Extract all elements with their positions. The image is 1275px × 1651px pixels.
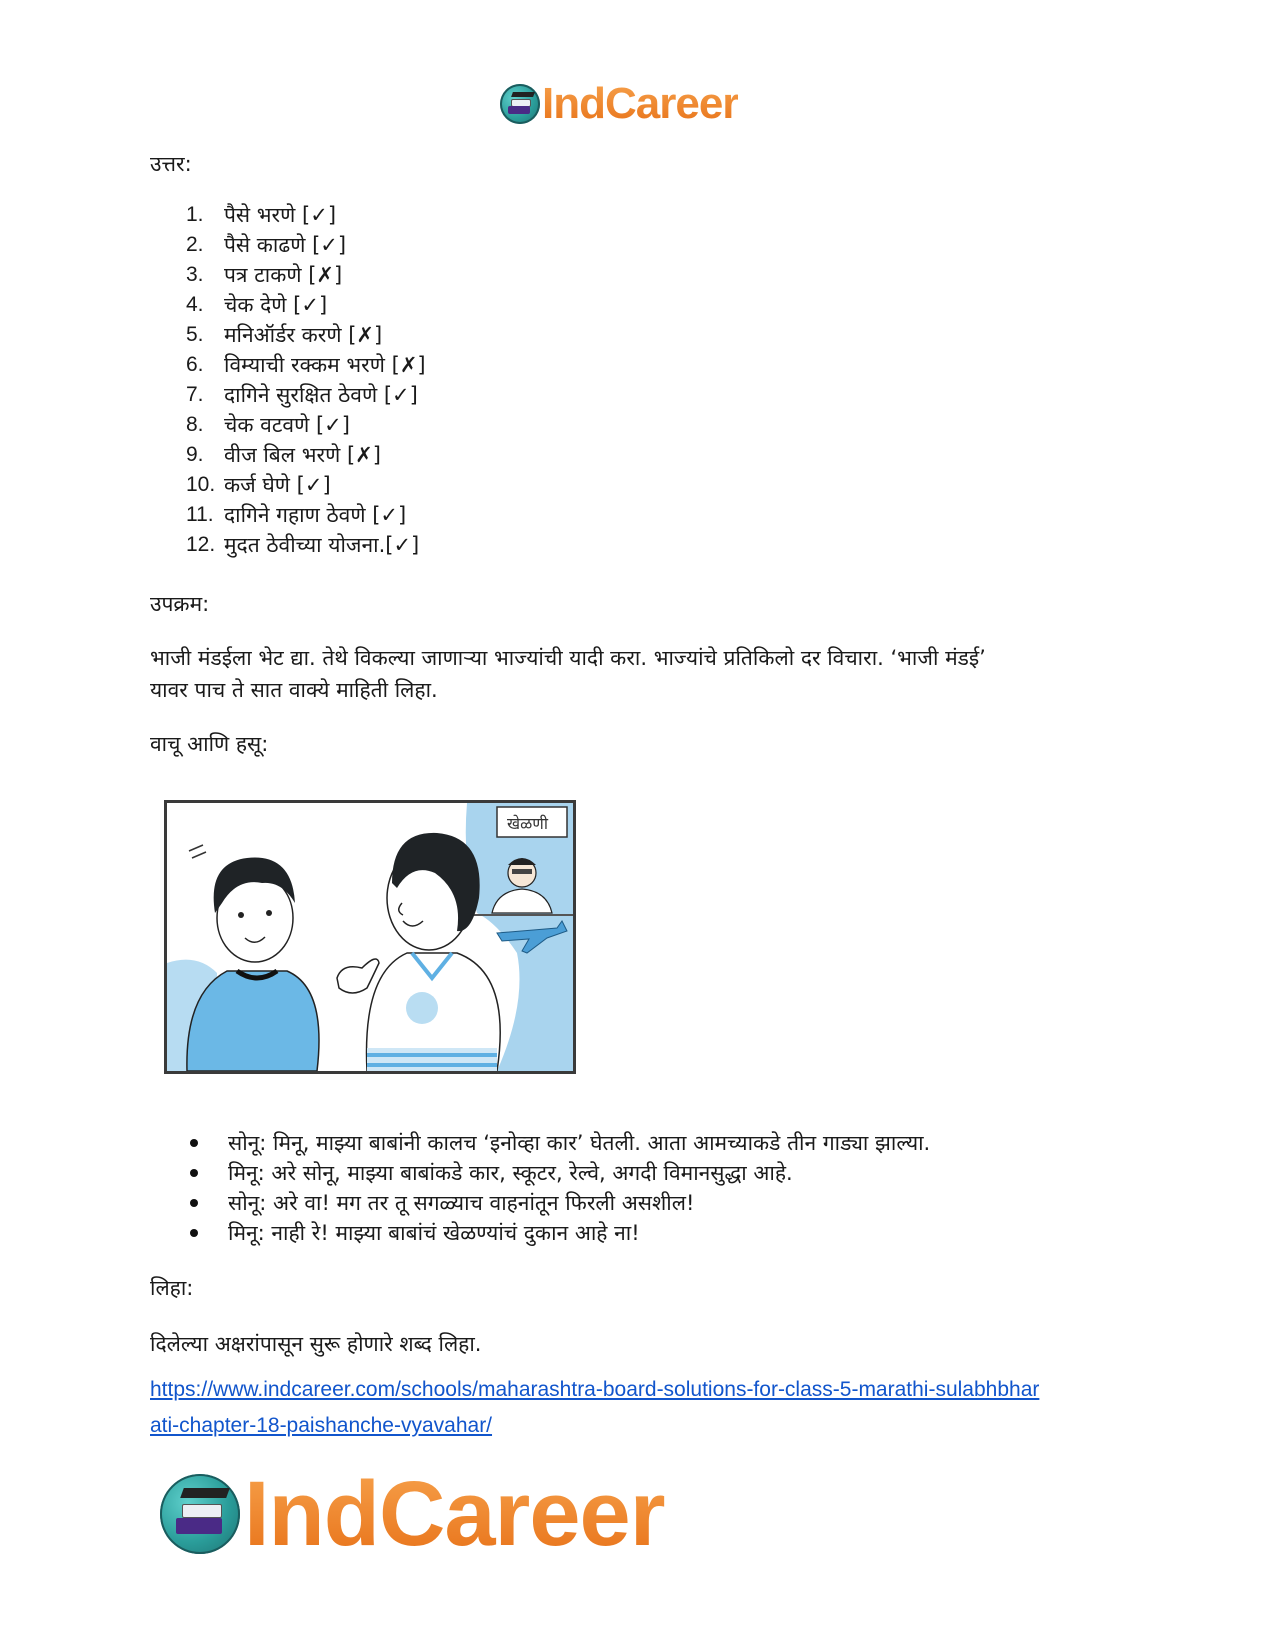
cross-mark-icon: [✗] bbox=[346, 443, 381, 467]
check-mark-icon: [✓] bbox=[302, 203, 337, 227]
source-link-line1[interactable]: https://www.indcareer.com/schools/maharashtra-board-solutions-for-class-5-marathi-sulabhbhar bbox=[150, 1378, 1040, 1401]
activity-paragraph: भाजी मंडईला भेट द्या. तेथे विकल्या जाणाऱ्या भाज्यांची यादी करा. भाज्यांचे प्रतिकिलो दर विचारा. ‘भाजी मंडई’ यावर पाच ते सात वाक्ये माहिती लिहा. bbox=[150, 646, 986, 702]
check-mark-icon: [✓] bbox=[383, 383, 418, 407]
check-mark-icon: [✓] bbox=[312, 233, 347, 257]
dialog-line: मिनू: नाही रे! माझ्या बाबांचं खेळण्यांचं दुकान आहे ना! bbox=[186, 1218, 930, 1248]
answer-item: 12. मुदत ठेवीच्या योजना. [✓] bbox=[186, 530, 426, 560]
source-link-line2[interactable]: ati-chapter-18-paishanche-vyavahar/ bbox=[150, 1414, 493, 1437]
dialog-line: सोनू: मिनू, माझ्या बाबांनी कालच ‘इनोव्हा कार’ घेतली. आता आमच्याकडे तीन गाड्या झाल्या. bbox=[186, 1128, 930, 1158]
answer-list bbox=[186, 200, 426, 560]
answer-item: 3. पत्र टाकणे [✗] bbox=[186, 260, 426, 290]
bullet-icon bbox=[190, 1229, 198, 1237]
check-mark-icon: [✓] bbox=[315, 413, 350, 437]
answer-item: 10. कर्ज घेणे [✓] bbox=[186, 470, 426, 500]
brand-name: IndCareer bbox=[542, 79, 739, 128]
brand-name: IndCareer bbox=[244, 1463, 665, 1565]
answer-heading: उत्तर: bbox=[150, 152, 192, 176]
books-graduation-cap-icon bbox=[160, 1474, 240, 1554]
dialog-line: सोनू: अरे वा! मग तर तू सगळ्याच वाहनांतून फिरली असशील! bbox=[186, 1188, 930, 1218]
write-heading: लिहा: bbox=[150, 1276, 194, 1300]
read-laugh-heading: वाचू आणि हसू: bbox=[150, 732, 269, 756]
cartoon-illustration bbox=[164, 800, 576, 1074]
indcareer-logo-footer bbox=[160, 1463, 665, 1565]
indcareer-logo-header bbox=[500, 79, 739, 128]
dialog-line: मिनू: अरे सोनू, माझ्या बाबांकडे कार, स्कूटर, रेल्वे, अगदी विमानसुद्धा आहे. bbox=[186, 1158, 930, 1188]
answer-item: 2. पैसे काढणे [✓] bbox=[186, 230, 426, 260]
cross-mark-icon: [✗] bbox=[348, 323, 383, 347]
bullet-icon bbox=[190, 1169, 198, 1177]
answer-item: 4. चेक देणे [✓] bbox=[186, 290, 426, 320]
books-graduation-cap-icon bbox=[500, 84, 540, 124]
check-mark-icon: [✓] bbox=[293, 293, 328, 317]
bullet-icon bbox=[190, 1139, 198, 1147]
bullet-icon bbox=[190, 1199, 198, 1207]
check-mark-icon: [✓] bbox=[296, 473, 331, 497]
answer-item: 1. पैसे भरणे [✓] bbox=[186, 200, 426, 230]
cross-mark-icon: [✗] bbox=[391, 353, 426, 377]
answer-item: 11. दागिने गहाण ठेवणे [✓] bbox=[186, 500, 426, 530]
answer-item: 9. वीज बिल भरणे [✗] bbox=[186, 440, 426, 470]
activity-heading: उपक्रम: bbox=[150, 592, 210, 616]
cross-mark-icon: [✗] bbox=[308, 263, 343, 287]
svg-text:खेळणी: खेळणी bbox=[507, 814, 548, 833]
answer-item: 7. दागिने सुरक्षित ठेवणे [✓] bbox=[186, 380, 426, 410]
write-instruction: दिलेल्या अक्षरांपासून सुरू होणारे शब्द लिहा. bbox=[150, 1332, 482, 1356]
check-mark-icon: [✓] bbox=[385, 533, 420, 557]
answer-item: 6. विम्याची रक्कम भरणे [✗] bbox=[186, 350, 426, 380]
check-mark-icon: [✓] bbox=[372, 503, 407, 527]
dialog-list bbox=[186, 1128, 930, 1248]
answer-item: 5. मनिऑर्डर करणे [✗] bbox=[186, 320, 426, 350]
answer-item: 8. चेक वटवणे [✓] bbox=[186, 410, 426, 440]
